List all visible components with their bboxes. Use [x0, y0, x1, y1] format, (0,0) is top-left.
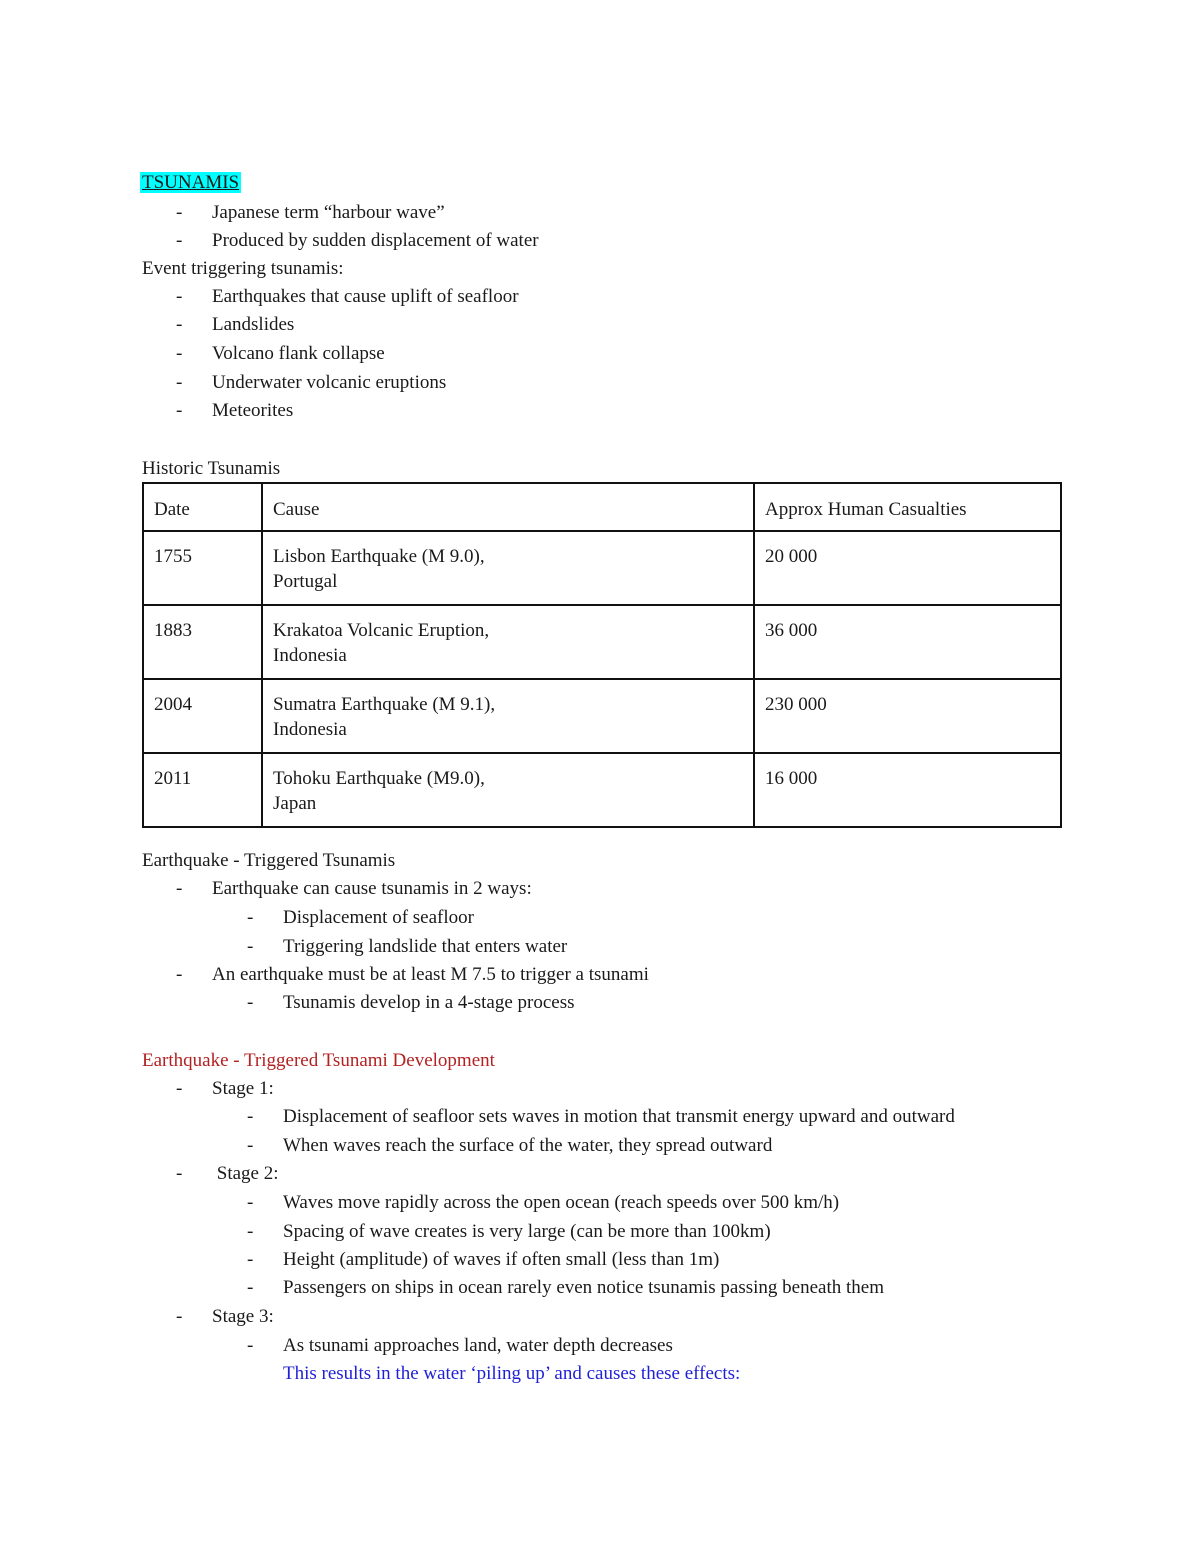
dash-marker: -	[247, 1135, 254, 1156]
historic-tsunamis-table	[142, 482, 1062, 828]
cause-line: Lisbon Earthquake (M 9.0),	[273, 546, 485, 567]
dash-marker: -	[176, 964, 183, 985]
stage-label: Stage 3:	[212, 1306, 274, 1327]
title-highlight: TSUNAMIS	[142, 172, 240, 193]
dash-marker: -	[247, 1106, 254, 1127]
dash-marker: -	[176, 400, 183, 421]
sub-list-item: As tsunami approaches land, water depth decreases	[283, 1335, 673, 1356]
dash-marker: -	[176, 230, 183, 251]
dash-marker: -	[176, 1306, 183, 1327]
sub-list-item: Tsunamis develop in a 4-stage process	[283, 992, 575, 1013]
table-header-row	[143, 483, 1061, 531]
list-item: Underwater volcanic eruptions	[212, 372, 447, 393]
list-item: Landslides	[212, 314, 295, 335]
table-row	[143, 753, 1061, 827]
section-heading-development: Earthquake - Triggered Tsunami Development	[142, 1050, 495, 1071]
cell-cause	[262, 605, 754, 679]
column-header-casualties: Approx Human Casualties	[754, 483, 1061, 531]
cause-location: Indonesia	[273, 719, 347, 740]
dash-marker: -	[176, 343, 183, 364]
dash-marker: -	[247, 1192, 254, 1213]
table-row	[143, 605, 1061, 679]
cell-casualties: 230 000	[754, 679, 1061, 753]
stage-label: Stage 1:	[212, 1078, 274, 1099]
sub-list-item: Waves move rapidly across the open ocean (reach speeds over 500 km/h)	[283, 1192, 840, 1213]
sub-list-item: Displacement of seafloor sets waves in motion that transmit energy upward and outward	[283, 1106, 955, 1127]
dash-marker: -	[247, 1335, 254, 1356]
list-item: Meteorites	[212, 400, 294, 421]
cell-casualties: 20 000	[754, 531, 1061, 605]
cell-cause	[262, 679, 754, 753]
cause-location: Japan	[273, 793, 317, 814]
table-row	[143, 531, 1061, 605]
sub-list-item: When waves reach the surface of the water, they spread outward	[283, 1135, 773, 1156]
sub-list-item: Passengers on ships in ocean rarely even notice tsunamis passing beneath them	[283, 1277, 884, 1298]
cause-location: Portugal	[273, 571, 338, 592]
dash-marker: -	[176, 878, 183, 899]
dash-marker: -	[176, 1078, 183, 1099]
cell-casualties: 36 000	[754, 605, 1061, 679]
dash-marker: -	[176, 314, 183, 335]
cause-line: Tohoku Earthquake (M9.0),	[273, 768, 485, 789]
dash-marker: -	[247, 907, 254, 928]
sub-list-item: Height (amplitude) of waves if often small (less than 1m)	[283, 1249, 720, 1270]
cell-date: 1883	[143, 605, 262, 679]
cell-date: 2011	[143, 753, 262, 827]
cell-date: 1755	[143, 531, 262, 605]
page-title	[140, 172, 241, 194]
trigger-heading: Event triggering tsunamis:	[142, 258, 344, 279]
dash-marker: -	[247, 1249, 254, 1270]
section-heading-eq: Earthquake - Triggered Tsunamis	[142, 850, 396, 871]
dash-marker: -	[247, 992, 254, 1013]
dash-marker: -	[247, 936, 254, 957]
stage-3-note: This results in the water ‘piling up’ and causes these effects:	[283, 1363, 741, 1384]
dash-marker: -	[247, 1277, 254, 1298]
cell-cause	[262, 753, 754, 827]
list-item: Japanese term “harbour wave”	[212, 202, 445, 223]
list-item: An earthquake must be at least M 7.5 to trigger a tsunami	[212, 964, 649, 985]
list-item: Earthquake can cause tsunamis in 2 ways:	[212, 878, 532, 899]
list-item: Volcano flank collapse	[212, 343, 385, 364]
dash-marker: -	[176, 286, 183, 307]
sub-list-item: Displacement of seafloor	[283, 907, 474, 928]
list-item: Earthquakes that cause uplift of seafloor	[212, 286, 519, 307]
column-header-cause: Cause	[262, 483, 754, 531]
column-header-date: Date	[143, 483, 262, 531]
list-item: Produced by sudden displacement of water	[212, 230, 539, 251]
dash-marker: -	[247, 1221, 254, 1242]
cause-line: Krakatoa Volcanic Eruption,	[273, 620, 490, 641]
dash-marker: -	[176, 1163, 183, 1184]
cause-location: Indonesia	[273, 645, 347, 666]
cell-cause	[262, 531, 754, 605]
cell-casualties: 16 000	[754, 753, 1061, 827]
cause-line: Sumatra Earthquake (M 9.1),	[273, 694, 496, 715]
table-heading: Historic Tsunamis	[142, 458, 281, 479]
sub-list-item: Spacing of wave creates is very large (can be more than 100km)	[283, 1221, 771, 1242]
dash-marker: -	[176, 202, 183, 223]
cell-date: 2004	[143, 679, 262, 753]
table-row	[143, 679, 1061, 753]
dash-marker: -	[176, 372, 183, 393]
sub-list-item: Triggering landslide that enters water	[283, 936, 568, 957]
stage-label: Stage 2:	[212, 1163, 279, 1184]
